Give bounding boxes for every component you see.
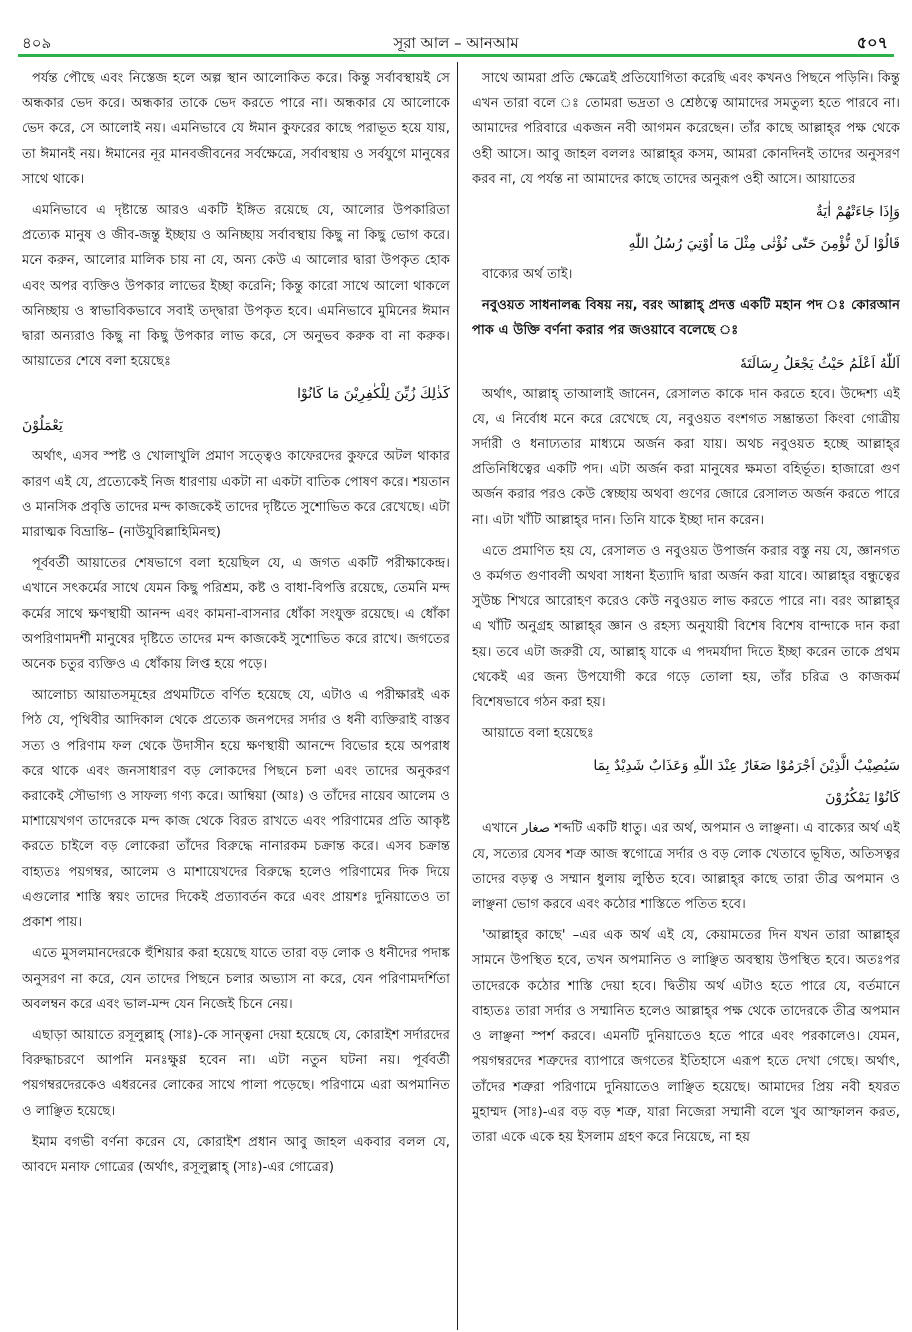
arabic-verse: وَإِذَا جَاءَتْهُمْ اٰيَةٌ xyxy=(815,204,900,221)
paragraph: এতে মুসলমানদেরকে হুঁশিয়ার করা হয়েছে যাতে তারা বড় লোক ও ধনীদের পদাঙ্ক অনুসরণ না করে, যেন তাদের পিছনে চলার অভ্যাস না করে, যেন পরিণামদর্শিতা অবলম্বন করে এবং ভাল-মন্দ যেন নিজেই চিনে নেয়। xyxy=(22,946,450,1012)
arabic-word: يَعْمَلُوْنَ xyxy=(22,418,63,435)
arabic-verse: كَانُوْا يَمْكُرُوْنَ xyxy=(825,790,900,807)
arabic-verse: سَيُصِيْبُ الَّذِيْنَ اَجْرَمُوْا صَغَارٌ عِنْدَ اللّٰهِ وَعَذَابٌ شَدِيْدٌ بِمَا xyxy=(593,758,900,775)
paragraph: সাথে আমরা প্রতি ক্ষেত্রেই প্রতিযোগিতা করেছি এবং কখনও পিছনে পড়িনি। কিন্তু এখন তারা বলে ঃ তোমরা ভদ্রতা ও শ্রেষ্ঠত্বে আমাদের সমতুল্য হতে পারবে না। আমাদের পরিবারে একজন নবী আগমন করেছেন। তাঁর কাছে আল্লাহ্‌র পক্ষ থেকে ওহী আসে। আবু জাহল বললঃ আল্লাহ্‌র কসম, আমরা কোনদিনই তাদের অনুসরণ করব না, যে পর্যন্ত না আমাদের কাছে তাদের অনুরূপ ওহী আসে। আয়াতের xyxy=(472,71,900,187)
paragraph: পর্যন্ত পৌছে এবং নিস্তেজ হলে অল্প স্থান আলোকিত করে। কিন্তু সর্বাবস্থায়ই সে অন্ধকার ভেদ করে। অন্ধকার তাকে ভেদ করতে পারে না। অন্ধকার যে আলোকে ভেদ করে, সে আলোই নয়। এমনিভাবে যে ঈমান কুফরের কাছে পরাভূত হয়ে যায়, তা ঈমানই নয়। ঈমানের নূর মানবজীবনের সর্বক্ষেত্রে, সর্বাবস্থায় ও সর্বযুগে মানুষের সাথে থাকে। xyxy=(22,71,450,187)
surah-title: সূরা আল – আনআম xyxy=(393,34,519,52)
paragraph: আয়াতে বলা হয়েছেঃ xyxy=(482,726,594,742)
paragraph: আলোচ্য আয়াতসমূহের প্রথমটিতে বর্ণিত হয়েছে যে, এটাও এ পরীক্ষারই এক পিঠ যে, পৃথিবীর আদিকাল থেকে প্রত্যেক জনপদের সর্দার ও ধনী ব্যক্তিরাই বাস্তব সত্য ও পরিণাম ফল থেকে উদাসীন হয়ে ক্ষণস্থায়ী আনন্দে বিভোর হয়ে অপরাধ করে থাকে এবং জনসাধারণ বড় লোকদের পিছনে চলা এবং তাদের অনুকরণ করাকেই সৌভাগ্য ও সাফল্য গণ্য করে। আম্বিয়া (আঃ) ও তাঁদের নায়েব আলেম ও মাশায়েখগণ তাদেরকে মন্দ কাজ থেকে বিরত রাখতে এবং পরিণামের প্রতি আকৃষ্ট করতে চাইলে বড় লোকেরা তাঁদের বিরুদ্ধে নানারকম চক্রান্ত করে। এসব চক্রান্ত বাহ্যতঃ পয়গম্বর, আলেম ও মাশায়েখদের বিরুদ্ধে হলেও পরিণামের দিক দিয়ে এগুলোর শাস্তি স্বয়ং তাদের দিকেই প্রত্যাবর্তন করে এবং প্রায়শঃ দুনিয়াতেও তা প্রকাশ পায়। xyxy=(22,688,450,931)
left-column xyxy=(22,66,450,1328)
paragraph: এখানে صغار শব্দটি একটি ধাতু। এর অর্থ, অপমান ও লাঞ্ছনা। এ বাক্যের অর্থ এই যে, সত্যের যেসব শত্রু আজ স্বগোত্রে সর্দার ও বড় লোক খেতাবে ভূষিত, অতিসত্বর তাদের বড়ত্ব ও সম্মান ধুলায় লুণ্ঠিত হবে। আল্লাহ্‌র কাছে তারা তীব্র অপমান ও লাঞ্ছনা ভোগ করবে এবং কঠোর শাস্তিতে পতিত হবে। xyxy=(472,821,900,913)
arabic-verse: اَللّٰهُ اَعْلَمُ حَيْثُ يَجْعَلُ رِسَالَتَهٗ xyxy=(740,355,900,372)
page-header xyxy=(18,26,894,52)
paragraph: এতে প্রমাণিত হয় যে, রেসালত ও নবুওয়ত উপার্জন করার বস্তু নয় যে, জ্ঞানগত ও কর্মগত গুণাবলী অথবা সাধনা ইত্যাদি দ্বারা অর্জন করা যাবে। আল্লাহ্‌র বন্ধুত্বের সুউচ্চ শিখরে আরোহণ করেও কেউ নবুওয়ত লাভ করতে পারে না। বরং আল্লাহ্‌র এ খাঁটি অনুগ্রহ আল্লাহ্‌র জ্ঞান ও রহস্য অনুযায়ী বিশেষ বিশেষ বান্দাকে দান করা হয়। তবে এটা জরুরী যে, আল্লাহ্‌ যাকে এ পদমর্যাদা দিতে ইচ্ছা করেন তাকে প্রথম থেকেই এর জন্য উপযোগী করে গড়ে তোলা হয়, তাঁর চরিত্র ও কাজকর্ম বিশেষভাবে গঠন করা হয়। xyxy=(472,543,900,711)
arabic-verse: قَالُوْا لَنْ نُّؤْمِنَ حَتّٰى نُؤْتٰى مِثْلَ مَا اُوْتِيَ رُسُلُ اللّٰهِ xyxy=(628,236,900,253)
arabic-verse-continued xyxy=(22,412,450,440)
column-divider xyxy=(457,62,458,1330)
paragraph: 'আল্লাহ্‌র কাছে' –এর এক অর্থ এই যে, কেয়ামতের দিন যখন তারা আল্লাহ্‌র সামনে উপস্থিত হবে, তখন অপমানিত ও লাঞ্ছিত অবস্থায় উপস্থিত হবে। অতঃপর তাদেরকে কঠোর শাস্তি দেয়া হবে। দ্বিতীয় অর্থ এটাও হতে পারে যে, বর্তমানে বাহ্যতঃ তারা সর্দার ও সম্মানিত হলেও আল্লাহ্‌র পক্ষ থেকে তাদেরকে তীব্র অপমান ও লাঞ্ছনা স্পর্শ করবে। এমনটি দুনিয়াতেও হতে পারে এবং পরকালেও। যেমন, পয়গম্বরদের শত্রুদের ব্যাপারে জগতের ইতিহাসে এরূপ হতে দেখা গেছে। অর্থাৎ, তাঁদের শত্রুরা পরিণামে দুনিয়াতেও লাঞ্ছিত হয়েছে। আমাদের প্রিয় নবী হযরত মুহাম্মদ (সাঃ)-এর বড় বড় শত্রু, যারা নিজেরা সম্মানী বলে খুব আস্ফালন করত, তারা একে একে হয় ইসলাম গ্রহণ করে নিয়েছে, না হয় xyxy=(472,928,900,1145)
paragraph: এছাড়া আয়াতে রসূলুল্লাহ্‌ (সাঃ)-কে সান্ত্বনা দেয়া হয়েছে যে, কোরাইশ সর্দারদের বিরুদ্ধাচরণে আপনি মনঃক্ষুণ্ণ হবেন না। এটা নতুন ঘটনা নয়। পূর্ববর্তী পয়গম্বরদেরকেও এধরনের লোকের সাথে পালা পড়েছে। পরিণামে এরা অপমানিত ও লাঞ্ছিত হয়েছে। xyxy=(22,1027,450,1119)
page-number-left: ৪০৯ xyxy=(22,34,52,52)
paragraph: ইমাম বগভী বর্ণনা করেন যে, কোরাইশ প্রধান আবু জাহল একবার বলল যে, আবদে মনাফ গোত্রের (অর্থাৎ, রসূলুল্লাহ্‌ (সাঃ)-এর গোত্রের) xyxy=(22,1134,450,1175)
header-rule xyxy=(18,54,894,57)
paragraph: পূর্ববর্তী আয়াতের শেষভাগে বলা হয়েছিল যে, এ জগত একটি পরীক্ষাকেন্দ্র। এখানে সৎকর্মের সাথে যেমন কিছু পরিশ্রম, কষ্ট ও বাধা-বিপত্তি রয়েছে, তেমনি মন্দ কর্মের সাথে ক্ষণস্থায়ী আনন্দ এবং কামনা-বাসনার ধোঁকা সংযুক্ত রয়েছে। এ ধোঁকা অপরিণামদর্শী মানুষের দৃষ্টিতে তাদের মন্দ কাজকেই সুশোভিত করে রাখে। জগতের অনেক চতুর ব্যক্তিও এ ধোঁকায় লিপ্ত হয়ে পড়ে। xyxy=(22,556,450,673)
right-column xyxy=(472,66,900,1328)
arabic-verse: كَذٰلِكَ زُيِّنَ لِلْكٰفِرِيْنَ مَا كَانُوْا xyxy=(297,386,450,403)
section-heading-paragraph: নবুওয়ত সাধনালব্ধ বিষয় নয়, বরং আল্লাহ্‌ প্রদত্ত একটি মহান পদ ঃ কোরআন পাক এ উক্তি বর্ণনা করার পর জওয়াবে বলেছে ঃ xyxy=(472,298,900,339)
page-number-right: ৫০৭ xyxy=(856,33,888,52)
paragraph: বাক্যের অর্থ তাই। xyxy=(482,267,573,283)
paragraph: অর্থাৎ, এসব স্পষ্ট ও খোলাখুলি প্রমাণ সত্ত্বেও কাফেরদের কুফরে অটল থাকার কারণ এই যে, প্রত্যেকেই নিজ ধারণায় একটা না একটা বাতিক পোষণ করে। শয়তান ও মানসিক প্রবৃত্তি তাদের মন্দ কাজকেই তাদের দৃষ্টিতে সুশোভিত করে রেখেছে। এটা মারাত্মক বিভ্রান্তি– (নাউযুবিল্লাহিমিনহু) xyxy=(22,449,450,541)
paragraph: অর্থাৎ, আল্লাহ্‌ তাআলাই জানেন, রেসালত কাকে দান করতে হবে। উদ্দেশ্য এই যে, এ নির্বোধ মনে করে রেখেছে যে, নবুওয়ত বংশগত সম্ভ্রান্ততা কিংবা গোত্রীয় সর্দারী ও ধনাঢ্যতার মাধ্যমে অর্জন করা যায়। অথচ নবুওয়ত হচ্ছে আল্লাহ্‌র প্রতিনিধিত্বের একটি পদ। এটা অর্জন করা মানুষের ক্ষমতা বহির্ভূত। হাজারো গুণ অর্জন করার পরও কেউ স্বেচ্ছায় অথবা গুণের জোরে রেসালত অর্জন করতে পারে না। এটা খাঁটি আল্লাহ্‌র দান। তিনি যাকে ইচ্ছা দান করেন। xyxy=(472,386,900,528)
paragraph: এমনিভাবে এ দৃষ্টান্তে আরও একটি ইঙ্গিত রয়েছে যে, আলোর উপকারিতা প্রত্যেক মানুষ ও জীব-জন্তু ইচ্ছায় ও অনিচ্ছায় সর্বাবস্থায় কিছু না কিছু ভোগ করে। মনে করুন, আলোর মালিক চায় না যে, অন্য কেউ এ আলোর দ্বারা উপকৃত হোক এবং অপর ব্যক্তিও উপকার লাভের ইচ্ছা করেনি; কিন্তু কারো সাথে আলো থাকলে অনিচ্ছায় ও স্বাভাবিকভাবে সবাই তদ্দ্বারা উপকৃত হবে। এমনিভাবে মুমিনের ঈমান দ্বারা অন্যরাও কিছু না কিছু উপকার লাভ করে, সে অনুভব করুক বা না করুক। আয়াতের শেষে বলা হয়েছেঃ xyxy=(22,203,450,370)
